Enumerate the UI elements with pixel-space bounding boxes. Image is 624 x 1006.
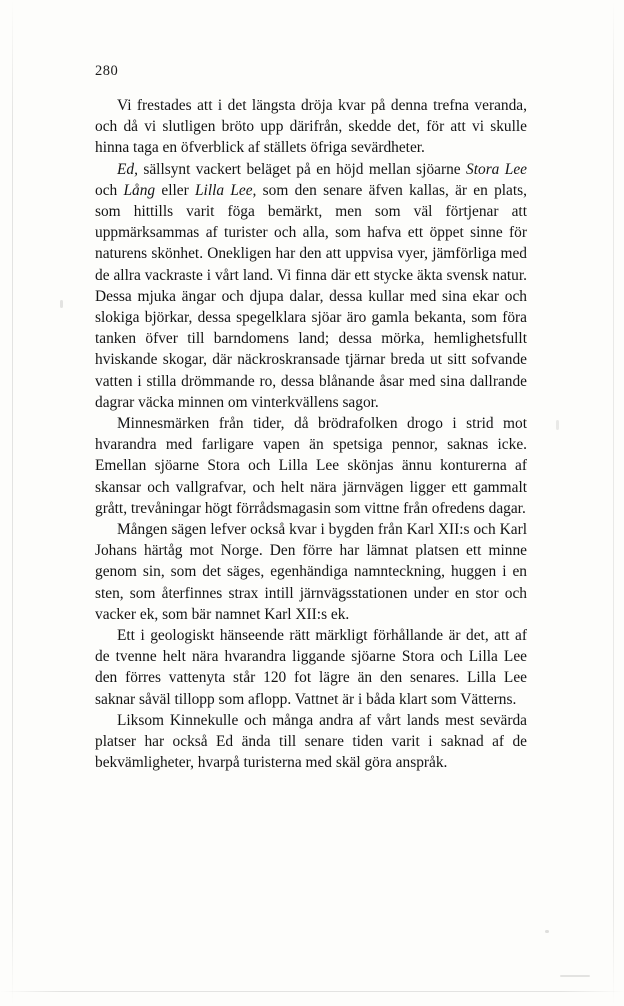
page-edge-left (12, 0, 13, 1006)
scan-artifact (545, 930, 549, 933)
paragraph: Liksom Kinnekulle och många andra af vårt lands mest sevärda platser har också Ed ända till senare tiden varit i saknad af de bekvämligheter, hvarpå turisterna med skäl göra anspråk. (95, 711, 527, 772)
scan-artifact (60, 300, 63, 308)
scan-artifact (556, 420, 559, 430)
page-number: 280 (95, 63, 119, 79)
page-edge-right (613, 0, 614, 1006)
italic-phrase-stora-lee: Stora Lee (466, 160, 528, 178)
italic-phrase-lang: Lång (123, 181, 156, 199)
italic-phrase-lilla-lee: Lilla Lee, (195, 181, 257, 199)
paragraph-text-b: och (95, 181, 124, 199)
paragraph-text-a: sällsynt vackert beläget på en höjd mellan sjöarne (143, 160, 467, 178)
paragraph (95, 159, 527, 413)
paragraph: Vi frestades att i det längsta dröja kvar på denna trefna veranda, och då vi slutligen bröto upp därifrån, skedde det, för att vi skulle hinna taga en öfverblick af ställets öfriga sevärdheter. (95, 97, 527, 157)
page-edge-bottom (0, 991, 624, 992)
paragraph-text-c: eller (155, 181, 195, 199)
paragraph: Minnesmärken från tider, då brödrafolken drogo i strid mot hvarandra med farligare vapen än spetsiga pennor, saknas icke. Emellan sjöarne Stora och Lilla Lee skönjas ännu konturerna af skansar och vallgrafvar, och helt nära järnvägen ligger ett gammalt grått, trevåningar högt förrådsmagasin som vittne från ofredens dagar. (95, 415, 527, 517)
body-text (95, 95, 527, 774)
paragraph: Ett i geologiskt hänseende rätt märkligt förhållande är det, att af de tvenne helt nära hvarandra liggande sjöarne Stora och Lilla Lee den förres vattenyta står 120 fot lägre än den senares. Lilla Lee saknar såväl tillopp som aflopp. Vattnet är i båda klart som Vätterns. (95, 627, 527, 708)
paragraph: Mången sägen lefver också kvar i bygden från Karl XII:s och Karl Johans härtåg mot Norge. Den förre har lämnat platsen ett minne genom sin, som det säges, egenhändiga namnteckning, huggen i en sten, som återfinnes strax intill järnvägsstationen under en stor och vacker ek, som bär namnet Karl XII:s ek. (95, 521, 527, 623)
italic-phrase-ed: Ed, (117, 160, 138, 178)
paragraph-text-d: som den senare äfven kallas, är en plats, som hittills varit föga bemärkt, men som väl förtjenar att uppmärksammas af turister och alla, som hafva ett öppet sinne för naturens skönhet. Onekligen har den att uppvisa vyer, jämförliga med de allra vackraste i vårt land. Vi finna där ett stycke äkta svensk natur. Dessa mjuka ängar och djupa dalar, dessa kullar med sina ekar och slokiga björkar, dessa spegelklara sjöar äro gamla bekanta, som föra tanken öfver till barndomens land; dessa mörka, hemlighetsfullt hviskande skogar, där näckroskransade tjärnar breda ut sitt sofvande vatten i stilla drömmande ro, dessa blånande åsar med sina dallrande dagrar väcka minnen om vinterkvällens sagor. (95, 181, 527, 411)
scan-artifact (560, 975, 590, 977)
